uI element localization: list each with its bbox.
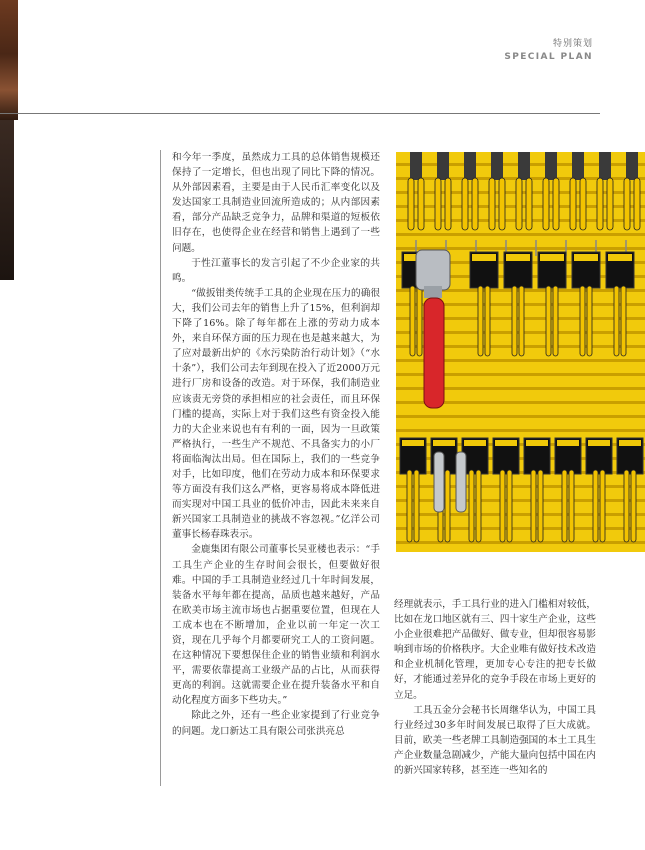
- column-divider: [160, 150, 161, 786]
- plier-head: [626, 152, 638, 180]
- plier-handle: [526, 178, 532, 230]
- plier-handle: [580, 178, 586, 230]
- package-label: [540, 254, 564, 261]
- tool-handle: [580, 286, 585, 356]
- quote-paragraph: 金鹿集团有限公司董事长吴亚楼也表示：“手工具生产企业的生存时间会很长，但要做好很难。中国的手工具制造业经过几十年时间发展，装备水平每年都在提高，品质也越来越好，产品在欧美市场主流市场也占据重要位置，但现在人工成本也在不断增加，企业以前一年定一次工资，现在几乎每个月都要研究工人的工资问题。在这种情况下要想保住企业的销售业绩和利润水平，需要依靠提高工业级产品的占比，从而获得更高的利润。这就需要企业在提升装备水平和自动化程度方面多下些功夫。”: [172, 544, 380, 707]
- plier-head: [518, 152, 530, 180]
- wrench-handle: [424, 298, 444, 408]
- wrench-head: [416, 250, 450, 290]
- plier-handle: [516, 178, 522, 230]
- plier-head: [464, 152, 476, 180]
- plier-head: [572, 152, 584, 180]
- plier-handle: [597, 178, 603, 230]
- left-edge-photo-strip: [0, 0, 18, 120]
- article-right-column: [394, 597, 596, 778]
- plier-handle: [634, 178, 640, 230]
- section-title-cn: 特别策划: [552, 39, 593, 49]
- tool-handle: [546, 286, 551, 356]
- tool-wall-illustration: [396, 152, 645, 552]
- plier-handle: [607, 178, 613, 230]
- plier-handle: [435, 178, 441, 230]
- tool-handle: [593, 470, 598, 542]
- tool-handle: [569, 470, 574, 542]
- tool-handle: [417, 286, 422, 356]
- tool-handle: [614, 286, 619, 356]
- tool-handle: [507, 470, 512, 542]
- plier-handle: [624, 178, 630, 230]
- package-label: [526, 440, 548, 446]
- tool-handle: [624, 470, 629, 542]
- tool-handle: [476, 470, 481, 542]
- tool-handle: [553, 286, 558, 356]
- article-left-column: [172, 150, 380, 739]
- plier-head: [410, 152, 422, 180]
- tool-handle: [478, 286, 483, 356]
- package-label: [588, 440, 610, 446]
- plier-handle: [543, 178, 549, 230]
- plier-handle: [499, 178, 505, 230]
- package-label: [608, 254, 632, 261]
- plier-head: [545, 152, 557, 180]
- plier-handle: [445, 178, 451, 230]
- tool-handle: [512, 286, 517, 356]
- plier-head: [599, 152, 611, 180]
- paragraph: 经理就表示，手工具行业的进入门槛相对较低，比如在龙口地区就有三、四十家生产企业，这些小企业很难把产品做好、做专业，但却很容易影响到市场的价格秩序。大企业唯有做好技术改造和企业机制化管理，更加专心专注的把专长做好，才能通过差异化的竞争手段在市场上更好的立足。: [394, 599, 596, 701]
- left-edge-photo-strip-lower: [0, 120, 14, 280]
- package-label: [433, 440, 455, 446]
- plier-head: [437, 152, 449, 180]
- tool-handle: [587, 286, 592, 356]
- plier-handle: [408, 178, 414, 230]
- tool-handle: [519, 286, 524, 356]
- silver-plier: [434, 452, 444, 512]
- tool-display-photo: [396, 152, 645, 552]
- package-label: [619, 440, 641, 446]
- package-label: [557, 440, 579, 446]
- wrench-neck: [424, 286, 442, 298]
- tool-handle: [485, 286, 490, 356]
- tool-handle: [621, 286, 626, 356]
- package-label: [495, 440, 517, 446]
- tool-handle: [500, 470, 505, 542]
- plier-handle: [570, 178, 576, 230]
- tool-handle: [469, 470, 474, 542]
- plier-handle: [472, 178, 478, 230]
- section-label: [504, 36, 593, 62]
- paragraph: 工具五金分会秘书长周继华认为，中国工具行业经过30多年时间发展已取得了巨大成就。目前，欧美一些老牌工具制造强国的本土工具生产企业数量急剧减少，产能大量向包括中国在内的新兴国家转移，甚至连一些知名的: [394, 704, 596, 777]
- package-label: [402, 440, 424, 446]
- package-label: [506, 254, 530, 261]
- package-label: [472, 254, 496, 261]
- tool-handle: [531, 470, 536, 542]
- tool-handle: [631, 470, 636, 542]
- plier-handle: [418, 178, 424, 230]
- tool-handle: [407, 470, 412, 542]
- header-rule: [0, 113, 600, 114]
- silver-plier: [456, 452, 466, 512]
- plier-handle: [553, 178, 559, 230]
- paragraph: 于性江董事长的发言引起了不少企业家的共鸣。: [172, 257, 380, 284]
- plier-handle: [462, 178, 468, 230]
- tool-handle: [562, 470, 567, 542]
- plier-head: [491, 152, 503, 180]
- package-label: [574, 254, 598, 261]
- paragraph: 除此之外，还有一些企业家提到了行业竞争的问题。龙口新达工具有限公司张洪亮总: [172, 710, 380, 737]
- section-title-en: SPECIAL PLAN: [504, 52, 593, 62]
- tool-handle: [414, 470, 419, 542]
- tool-handle: [600, 470, 605, 542]
- quote-paragraph: “做扳钳类传统手工具的企业现在压力的确很大，我们公司去年的销售上升了15%，但利润却下降了16%。除了每年都在上涨的劳动力成本外，来自环保方面的压力现在也是越来越大，为了应对最新出炉的《水污染防治行动计划》（“水十条”），我们公司去年到现在投入了近2000万元进行厂房和设备的改造。对于环保，我们制造业应该责无旁贷的承担相应的社会责任，而且环保门槛的提高，实际上对于我们这些有资金投入能力的大企业来说也有有利的一面，因为一旦政策严格执行，一些生产不规范、不具备实力的小厂将面临淘汰出局。但在国际上，我们的一些竞争对手，比如印度，他们在劳动力成本和环保要求等方面没有我们这么严格，更容易将成本降低进而实现对中国工具业的低价冲击，因此未来来自新兴国家工具制造业的挑战不容忽视。”亿洋公司董事长杨春珠表示。: [172, 287, 380, 541]
- plier-handle: [489, 178, 495, 230]
- tool-handle: [410, 286, 415, 356]
- package-label: [464, 440, 486, 446]
- tool-handle: [538, 470, 543, 542]
- paragraph: 和今年一季度，虽然成力工具的总体销售规模还保持了一定增长，但也出现了同比下降的情况。从外部因素看，主要是由于人民币汇率变化以及发达国家工具制造业回流所造成的；从内部因素看，部分产品缺乏竞争力，品牌和渠道的短板依旧存在，也使得企业在经营和销售上遇到了一些问题。: [172, 152, 380, 254]
- tool-handle: [445, 470, 450, 542]
